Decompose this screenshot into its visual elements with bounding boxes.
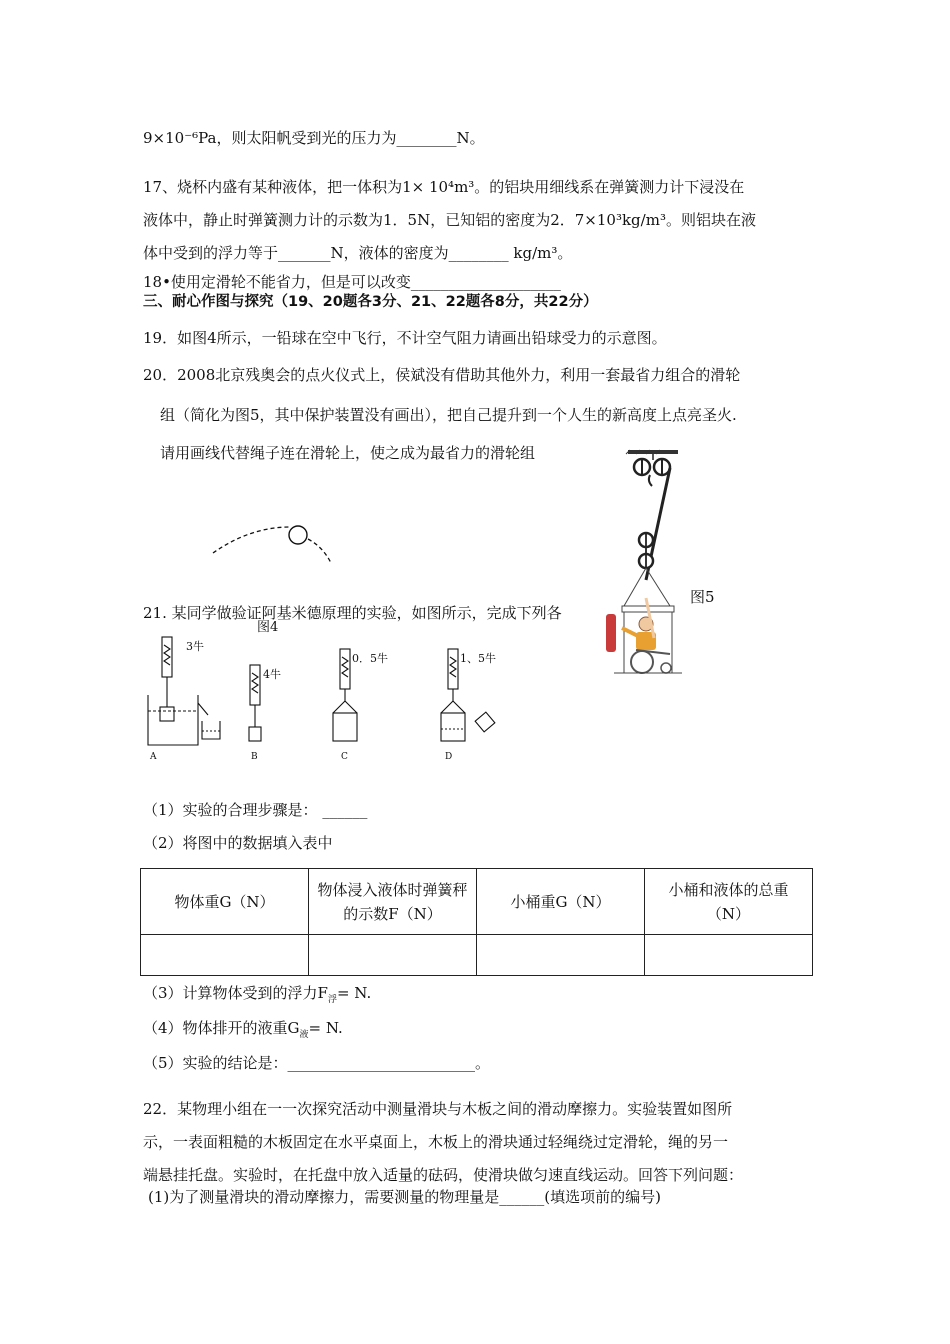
diagram-d-letter: D [445,752,453,762]
data-table [140,868,813,976]
figure-4-label: 图4 [257,620,279,635]
table-header-object-weight: 物体重G（N） [141,869,309,935]
figure-5-pulley-illustration [600,448,690,680]
q21-part4-unit: = N. [308,1019,343,1037]
diagram-a-reading: 3牛 [186,640,204,653]
experiment-diagrams [140,635,500,765]
figure-4-trajectory [205,515,345,575]
q21-part3-text: （3）计算物体受到的浮力F [143,984,328,1002]
table-header-bucket-weight: 小桶重G（N） [477,869,645,935]
q21-part2: （2）将图中的数据填入表中 [143,834,333,852]
q21-part3-subscript: 浮 [327,995,337,1005]
diagram-a [148,637,220,745]
diagram-c-letter: C [341,752,348,762]
q20-line1: 20．2008北京残奥会的点火仪式上，侯斌没有借助其他外力，利用一套最省力组合的滑轮 [143,366,741,384]
q19: 19．如图4所示，一铅球在空中飞行，不计空气阻力请画出铅球受力的示意图。 [143,329,667,347]
table-cell-empty[interactable] [141,935,309,976]
diagram-b-letter: B [251,752,258,762]
table-header-total-weight: 小桶和液体的总重（N） [645,869,813,935]
q17-line2: 液体中，静止时弹簧测力计的示数为1．5N，已知铝的密度为2．7×10³kg/m³。则铝块在液 [143,211,756,229]
q22-line3: 端悬挂托盘。实验时，在托盘中放入适量的砝码，使滑块做匀速直线运动。回答下列问题： [143,1166,744,1184]
table-cell-empty[interactable] [477,935,645,976]
section-heading: 三、耐心作图与探究（19、20题各3分、21、22题各8分，共22分） [143,294,598,310]
torch [606,614,616,652]
q21-part3-unit: = N. [336,984,372,1002]
q20-line3: 请用画线代替绳子连在滑轮上，使之成为最省力的滑轮组 [160,444,536,462]
diagram-c-reading: 0．5牛 [352,652,388,665]
q21-part1: （1）实验的合理步骤是： ______ [143,801,368,819]
q22-line2: 示，一表面粗糙的木板固定在水平桌面上，木板上的滑块通过轻绳绕过定滑轮，绳的另一 [143,1133,729,1151]
table-cell-empty[interactable] [645,935,813,976]
q21-intro: 21. 某同学做验证阿基米德原理的实验，如图所示，完成下列各 [143,604,562,622]
q21-part4 [143,1018,343,1038]
q18: 18•使用定滑轮不能省力，但是可以改变____________________ [143,273,561,291]
q17-line1: 17、烧杯内盛有某种液体，把一体积为1× 10⁴m³。的铝块用细线系在弹簧测力计下浸没在 [143,178,745,196]
wheelchair-wheel [631,651,653,673]
q21-part3 [143,983,371,1003]
q21-part4-subscript: 液 [299,1030,309,1040]
q17-line3: 体中受到的浮力等于_______N，液体的密度为________ kg/m³。 [143,244,573,262]
q20-line2: 组（简化为图5，其中保护装置没有画出），把自己提升到一个人生的新高度上点亮圣火. [160,406,737,424]
q22-line1: 22．某物理小组在一一次探究活动中测量滑块与木板之间的滑动摩擦力。实验装置如图所 [143,1100,733,1118]
diagram-b-reading: 4牛 [263,668,281,681]
q21-part5: （5）实验的结论是：_________________________。 [143,1054,491,1072]
shot-put-ball [289,526,307,544]
q22-part1: (1)为了测量滑块的滑动摩擦力，需要测量的物理量是______(填选项前的编号) [148,1188,661,1206]
diagram-d-reading: 1、5牛 [460,652,496,665]
q21-part4-text: （4）物体排开的液重G [143,1019,300,1037]
figure-5-label: 图5 [690,588,715,606]
table-header-scale-reading: 物体浸入液体时弹簧秤的示数F（N） [309,869,477,935]
q16-tail: 9×10⁻⁶Pa，则太阳帆受到光的压力为________N。 [143,129,485,147]
table-cell-empty[interactable] [309,935,477,976]
diagram-b [249,665,261,741]
diagram-a-letter: A [150,752,157,762]
